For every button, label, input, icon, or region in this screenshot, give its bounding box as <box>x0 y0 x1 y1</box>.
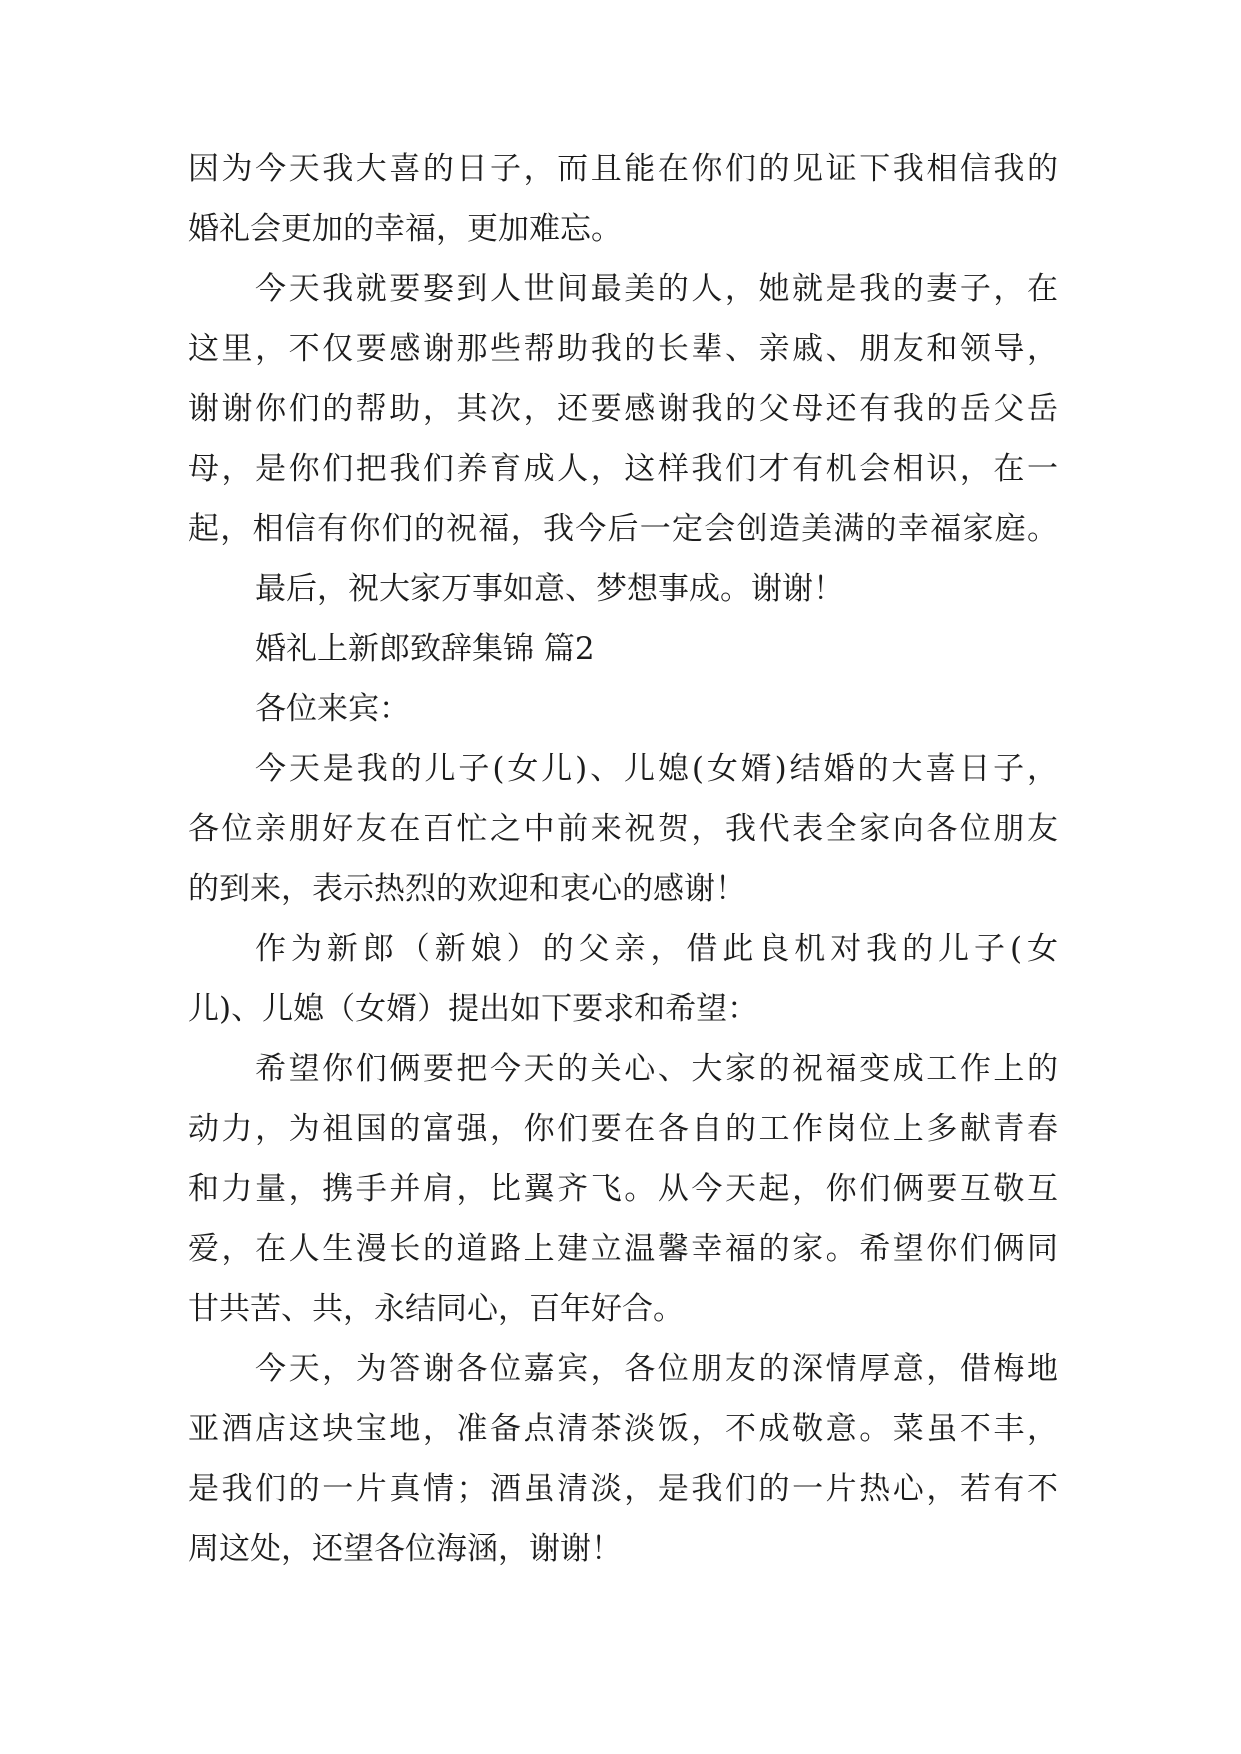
paragraph-line: 母，是你们把我们养育成人，这样我们才有机会相识，在一 <box>188 451 1058 487</box>
paragraph-line: 动力，为祖国的富强，你们要在各自的工作岗位上多献青春 <box>188 1111 1058 1147</box>
paragraph-line: 作为新郎（新娘）的父亲，借此良机对我的儿子(女 <box>255 931 1058 967</box>
paragraph-line: 爱，在人生漫长的道路上建立温馨幸福的家。希望你们俩同 <box>188 1231 1058 1267</box>
paragraph-line: 起，相信有你们的祝福，我今后一定会创造美满的幸福家庭。 <box>188 511 1058 547</box>
paragraph-line: 甘共苦、共，永结同心，百年好合。 <box>188 1291 684 1327</box>
paragraph-line: 这里，不仅要感谢那些帮助我的长辈、亲戚、朋友和领导， <box>188 331 1058 367</box>
paragraph-line: 今天我就要娶到人世间最美的人，她就是我的妻子，在 <box>255 271 1058 307</box>
paragraph-line: 婚礼会更加的幸福，更加难忘。 <box>188 211 622 247</box>
paragraph-line: 今天，为答谢各位嘉宾，各位朋友的深情厚意，借梅地 <box>255 1351 1058 1387</box>
paragraph-line: 周这处，还望各位海涵，谢谢！ <box>188 1531 622 1567</box>
paragraph-line: 今天是我的儿子(女儿)、儿媳(女婿)结婚的大喜日子， <box>255 751 1058 787</box>
paragraph-line: 和力量，携手并肩，比翼齐飞。从今天起，你们俩要互敬互 <box>188 1171 1058 1207</box>
salutation: 各位来宾： <box>255 691 410 727</box>
section-heading: 婚礼上新郎致辞集锦 篇2 <box>255 631 595 667</box>
paragraph-line: 各位亲朋好友在百忙之中前来祝贺，我代表全家向各位朋友 <box>188 811 1058 847</box>
paragraph-line: 的到来，表示热烈的欢迎和衷心的感谢！ <box>188 871 746 907</box>
paragraph-line: 因为今天我大喜的日子，而且能在你们的见证下我相信我的 <box>188 151 1058 187</box>
paragraph-line: 希望你们俩要把今天的关心、大家的祝福变成工作上的 <box>255 1051 1058 1087</box>
paragraph-line: 谢谢你们的帮助，其次，还要感谢我的父母还有我的岳父岳 <box>188 391 1058 427</box>
paragraph-line: 儿)、儿媳（女婿）提出如下要求和希望： <box>188 991 759 1027</box>
paragraph-line: 是我们的一片真情；酒虽清淡，是我们的一片热心，若有不 <box>188 1471 1058 1507</box>
paragraph-line: 最后，祝大家万事如意、梦想事成。谢谢！ <box>255 571 844 607</box>
paragraph-line: 亚酒店这块宝地，准备点清茶淡饭，不成敬意。菜虽不丰， <box>188 1411 1058 1447</box>
